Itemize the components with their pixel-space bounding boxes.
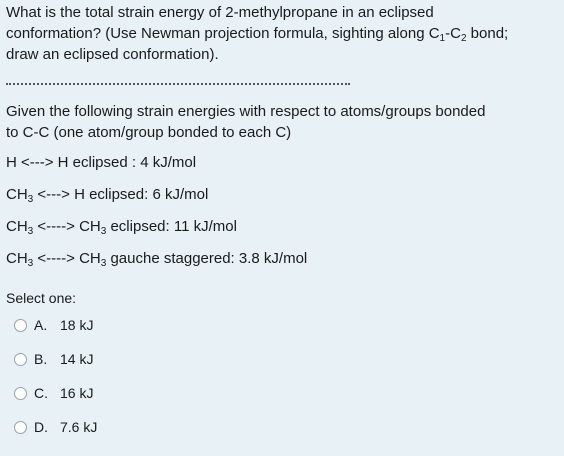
energy-ch3-h-eclipsed: $CH_3$ <---> H eclipsed: 6 kJ/mol (6, 186, 209, 205)
option-b-text: 14 kJ (60, 351, 94, 367)
option-b-letter: B. (34, 351, 48, 367)
question-line-3: draw an eclipsed conformation). (6, 46, 219, 63)
energy-ch3-ch3-gauche: $CH_3$ <----> $CH_3$ gauche staggered: 3.8 kJ/mol (6, 250, 308, 269)
radio-option-a[interactable] (14, 319, 27, 332)
question-line-1: What is the total strain energy of 2-methylpropane in an eclipsed (6, 4, 434, 21)
question-text (6, 0, 558, 65)
question-line-2: conformation? (Use Newman projection formula, sighting along $C_1-C_2$ bond; (6, 25, 509, 44)
option-c-letter: C. (34, 385, 48, 401)
given-line-2: to C-C (one atom/group bonded to each C) (6, 124, 292, 141)
option-d-letter: D. (34, 419, 48, 435)
option-a[interactable] (14, 315, 558, 335)
select-one-label: Select one: (6, 290, 77, 306)
option-a-letter: A. (34, 317, 48, 333)
radio-option-c[interactable] (14, 387, 27, 400)
given-line-1: Given the following strain energies with respect to atoms/groups bonded (6, 103, 486, 120)
radio-option-b[interactable] (14, 353, 27, 366)
option-c[interactable] (14, 383, 558, 403)
option-d-text: 7.6 kJ (60, 419, 98, 435)
option-a-text: 18 kJ (60, 317, 94, 333)
option-c-text: 16 kJ (60, 385, 94, 401)
energy-h-h-eclipsed: H <---> H eclipsed : 4 kJ/mol (6, 154, 197, 171)
radio-option-d[interactable] (14, 421, 27, 434)
strain-energy-list (6, 153, 558, 269)
dotted-separator (6, 83, 350, 85)
option-d[interactable] (14, 417, 558, 437)
option-b[interactable] (14, 349, 558, 369)
energy-ch3-ch3-eclipsed: $CH_3$ <----> $CH_3$ eclipsed: 11 kJ/mol (6, 218, 237, 237)
given-text (6, 101, 558, 143)
answer-options (14, 315, 558, 437)
